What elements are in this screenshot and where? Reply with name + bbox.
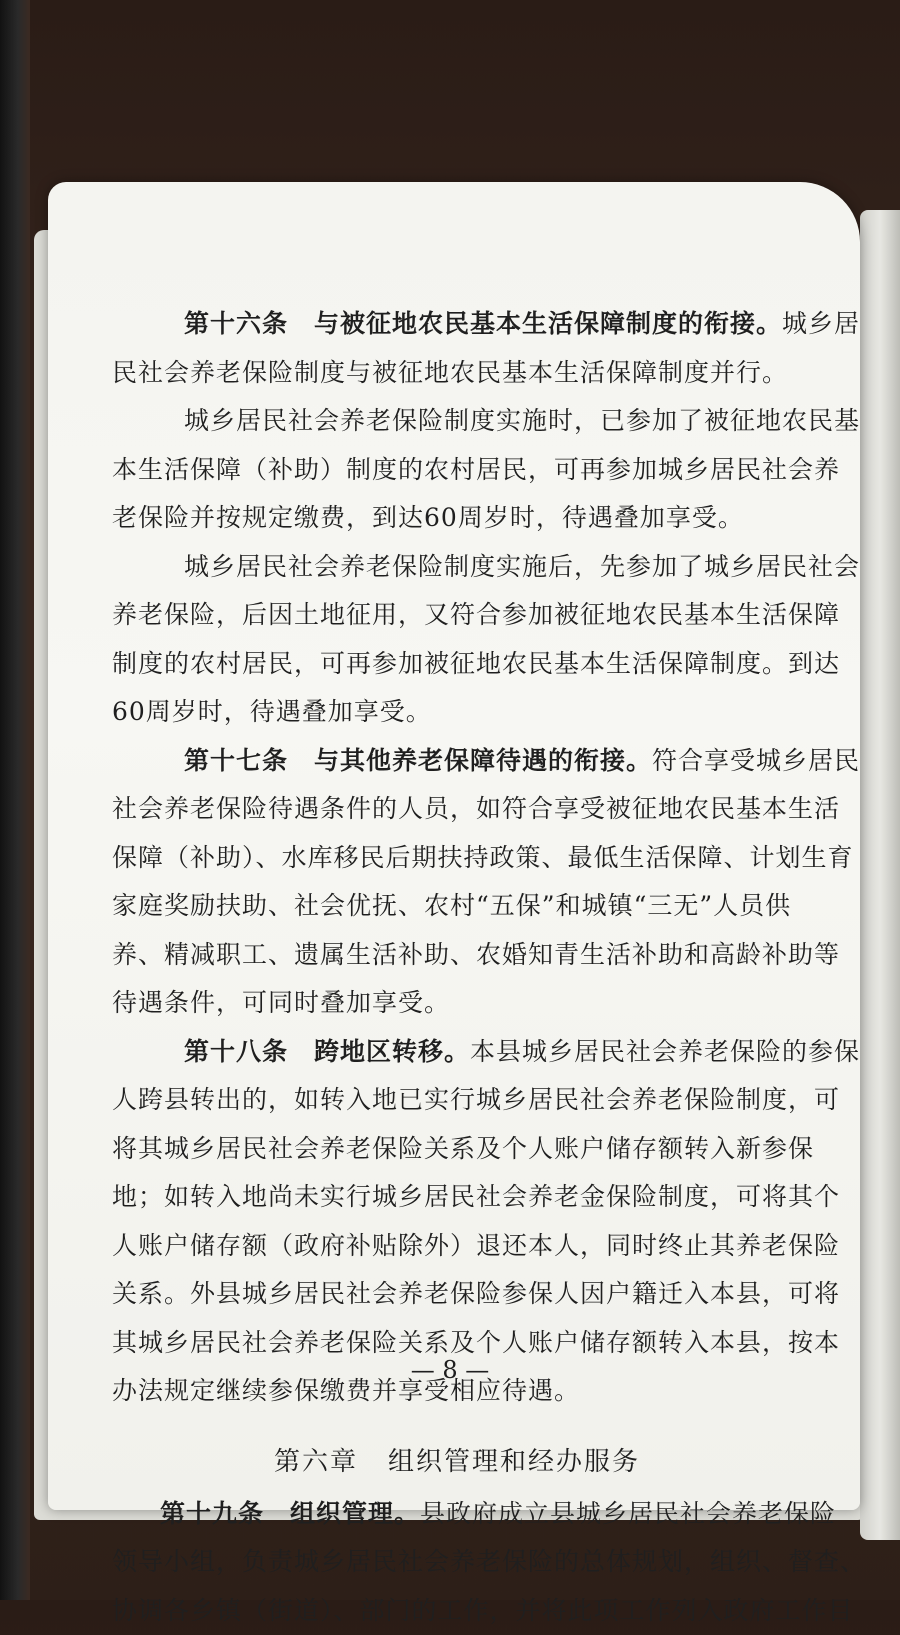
chapter-number: 第六章 (274, 1447, 358, 1477)
article-19-heading-line (112, 1490, 802, 1539)
article-18-line: 其城乡居民社会养老保险关系及个人账户储存额转入本县，按本 (112, 1319, 802, 1368)
article-19-number: 第十九条 (160, 1499, 264, 1528)
article-16-line: 养老保险，后因土地征用，又符合参加被征地农民基本生活保障 (112, 591, 802, 640)
article-18-line: 将其城乡居民社会养老保险关系及个人账户储存额转入新参保 (112, 1125, 802, 1174)
article-17-line: 待遇条件，可同时叠加享受。 (112, 979, 802, 1028)
article-17-heading-line (112, 737, 802, 786)
article-18-number: 第十八条 (184, 1037, 288, 1066)
article-17-number: 第十七条 (184, 746, 288, 775)
article-16-line: 民社会养老保险制度与被征地农民基本生活保障制度并行。 (112, 349, 802, 398)
article-17-title: 与其他养老保障待遇的衔接。 (314, 746, 652, 775)
document-body (112, 300, 802, 1635)
article-19-line: 协调各乡镇（街道）、部门的工作，并将此项工作列入政府工作目 (112, 1587, 802, 1635)
article-16-line: 本生活保障（补助）制度的农村居民，可再参加城乡居民社会养 (112, 446, 802, 495)
article-16-line-0: 城乡居 (782, 309, 860, 338)
article-17-line: 社会养老保险待遇条件的人员，如符合享受被征地农民基本生活 (112, 785, 802, 834)
article-16-heading-line (112, 300, 802, 349)
article-19-title: 组织管理。 (290, 1499, 420, 1528)
article-16-title: 与被征地农民基本生活保障制度的衔接。 (314, 309, 782, 338)
article-19-line: 领导小组，负责城乡居民社会养老保险的总体规划，组织、督查、 (112, 1538, 802, 1587)
article-18-line-0: 本县城乡居民社会养老保险的参保 (470, 1037, 860, 1066)
chapter-heading (112, 1438, 802, 1490)
article-16-line: 城乡居民社会养老保险制度实施时，已参加了被征地农民基 (112, 397, 802, 446)
article-16-line: 制度的农村居民，可再参加被征地农民基本生活保障制度。到达 (112, 640, 802, 689)
article-18-heading-line (112, 1028, 802, 1077)
page-number: — 8 — (0, 1356, 900, 1384)
chapter-title: 组织管理和经办服务 (388, 1447, 640, 1477)
article-18-line: 关系。外县城乡居民社会养老保险参保人因户籍迁入本县，可将 (112, 1270, 802, 1319)
article-16-number: 第十六条 (184, 309, 288, 338)
article-16-line: 60周岁时，待遇叠加享受。 (112, 688, 802, 737)
article-17-line: 养、精减职工、遗属生活补助、农婚知青生活补助和高龄补助等 (112, 931, 802, 980)
article-18-line: 人账户储存额（政府补贴除外）退还本人，同时终止其养老保险 (112, 1222, 802, 1271)
article-17-line-0: 符合享受城乡居民 (652, 746, 860, 775)
article-19-line-0: 县政府成立县城乡居民社会养老保险 (420, 1499, 836, 1528)
article-18-line: 地；如转入地尚未实行城乡居民社会养老金保险制度，可将其个 (112, 1173, 802, 1222)
article-16-line: 老保险并按规定缴费，到达60周岁时，待遇叠加享受。 (112, 494, 802, 543)
article-17-line: 家庭奖励扶助、社会优抚、农村“五保”和城镇“三无”人员供 (112, 882, 802, 931)
article-18-title: 跨地区转移。 (314, 1037, 470, 1066)
article-18-line: 办法规定继续参保缴费并享受相应待遇。 (112, 1367, 802, 1416)
article-17-line: 保障（补助）、水库移民后期扶持政策、最低生活保障、计划生育 (112, 834, 802, 883)
article-16-line: 城乡居民社会养老保险制度实施后，先参加了城乡居民社会 (112, 543, 802, 592)
page-stack-edge (860, 210, 900, 1540)
article-18-line: 人跨县转出的，如转入地已实行城乡居民社会养老保险制度，可 (112, 1076, 802, 1125)
